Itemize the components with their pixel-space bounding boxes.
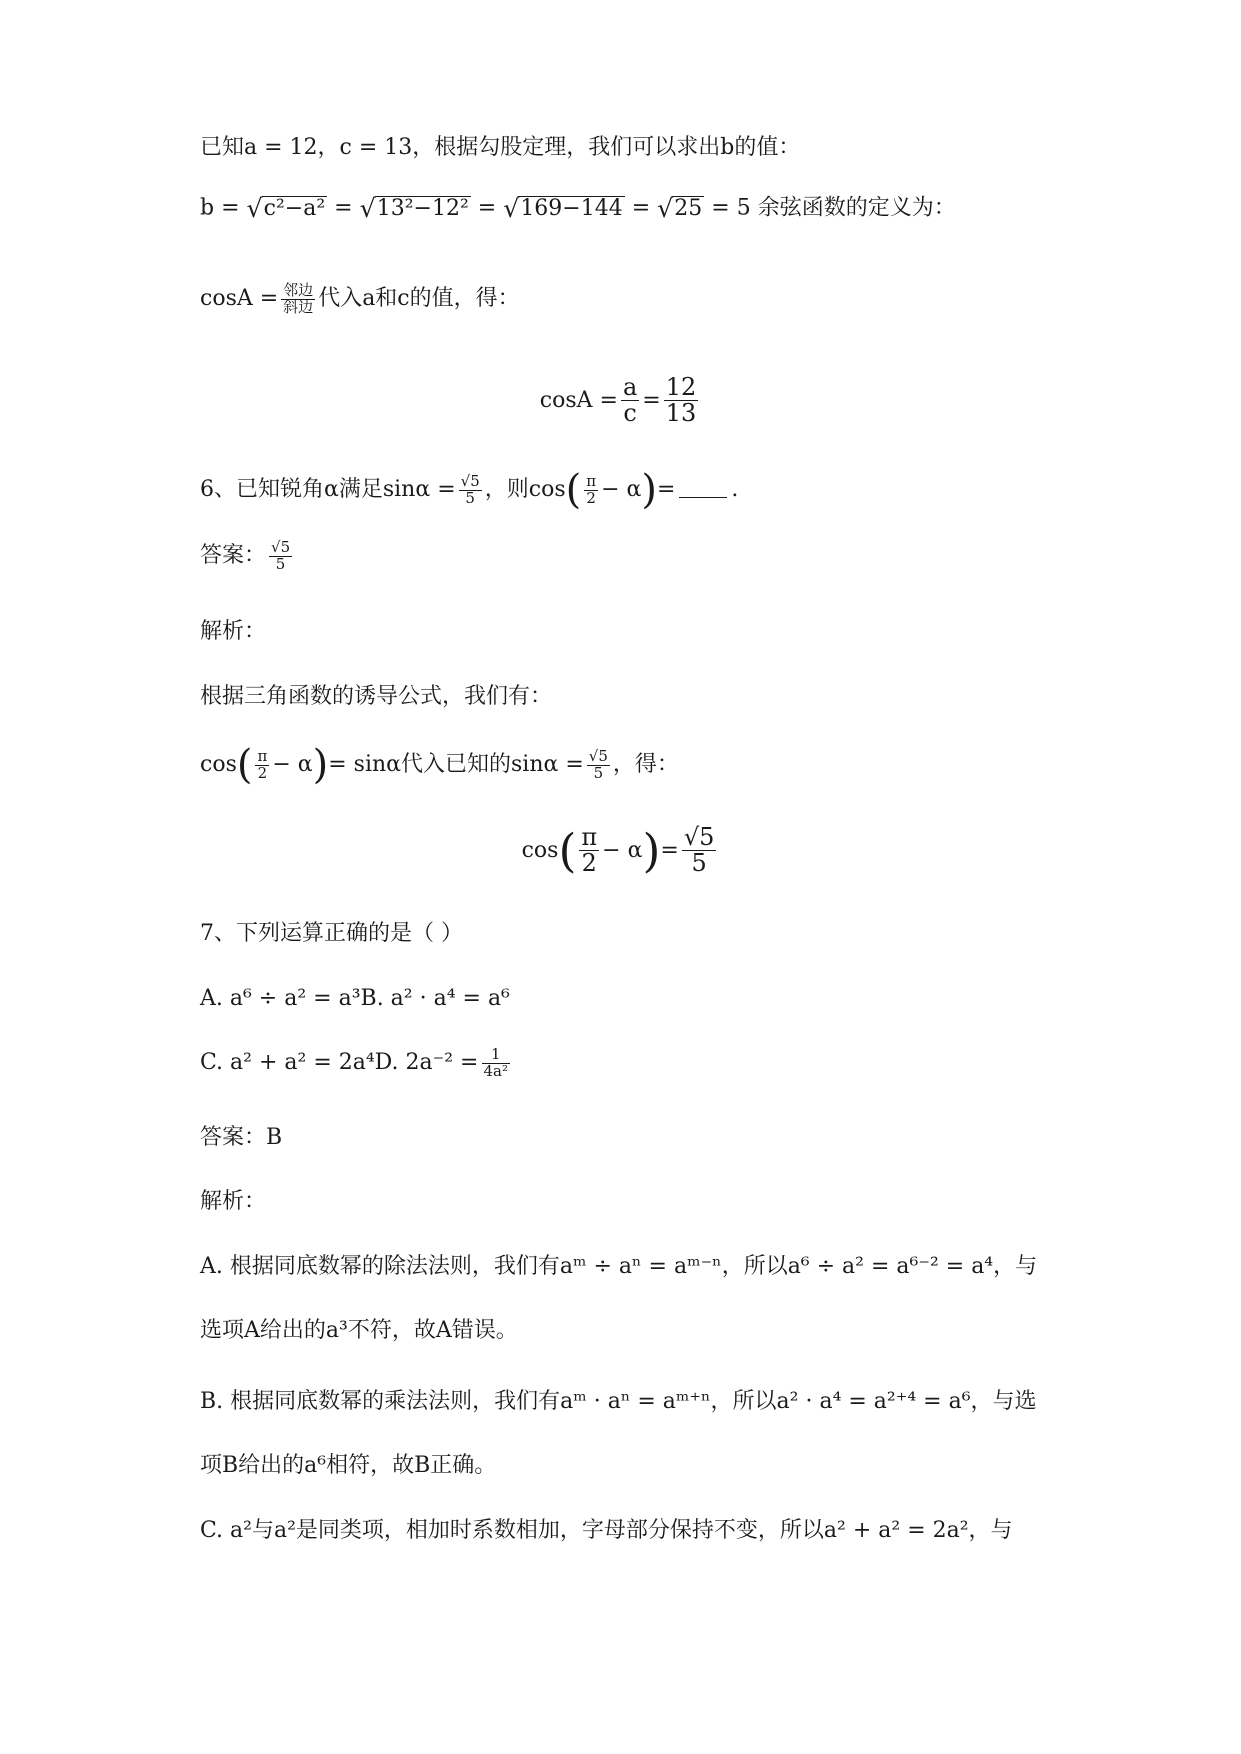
fraction-adjacent-hypotenuse: $\frac{\text{邻边}}{\text{斜边}}$ — [283, 281, 314, 316]
sqrt-13-12: √ 13²−12² — [359, 194, 469, 223]
cosine-definition-text: 余弦函数的定义为： — [750, 195, 956, 221]
answer-label: 答案： — [200, 543, 267, 569]
text: C. a² + a² = 2a⁴D. 2a⁻² = — [200, 1050, 479, 1076]
fraction-12-13: $\frac{12}{13}$ — [665, 373, 697, 428]
equation-b-value — [200, 196, 956, 221]
sqrt-25: √ 25 — [657, 194, 703, 223]
text: B. 根据同底数幂的乘法法则，我们有aᵐ · aⁿ = aᵐ⁺ⁿ，所以a² · a⁴ = a²⁺⁴ = a⁶，与选 — [200, 1389, 1037, 1414]
analysis-c-line-1 — [200, 1520, 1013, 1542]
b-lhs: b = — [200, 195, 247, 221]
sqrt-c2-a2: √ c²−a² — [246, 194, 326, 223]
answer-6 — [200, 540, 295, 573]
text: 答案：B — [200, 1125, 283, 1150]
text: 根据三角函数的诱导公式，我们有： — [200, 684, 553, 709]
equation-induction — [200, 742, 679, 788]
right-paren: ) — [312, 742, 329, 788]
result-5: = 5 — [704, 195, 751, 221]
tail-text: ，得： — [612, 752, 679, 777]
right-paren: ) — [642, 823, 661, 878]
fraction-pi-over-2: $\frac{\pi}{2}$ — [586, 471, 597, 507]
analysis-b-line-2 — [200, 1455, 496, 1477]
answer-7 — [200, 1127, 282, 1149]
fraction-1-over-4a2: $\frac{1}{\text{4a²}}$ — [483, 1045, 508, 1080]
equals: = — [327, 195, 360, 221]
cos-text: cos — [521, 838, 559, 864]
analysis-a-line-2 — [200, 1320, 518, 1342]
equation-q6-result — [0, 825, 1241, 876]
text: 7、下列运算正确的是（ ） — [200, 921, 463, 946]
analysis-b-line-1 — [200, 1391, 1037, 1413]
cos-text: cos — [200, 752, 237, 777]
text: 解析： — [200, 619, 267, 644]
equals: = — [470, 195, 504, 221]
text: 解析： — [200, 1189, 267, 1214]
equals: = — [624, 195, 658, 221]
equals-sin: = sinα — [328, 752, 402, 777]
substitute-text: 代入已知的sinα = — [401, 752, 584, 777]
answer-blank — [679, 497, 727, 498]
equals: = — [660, 838, 679, 864]
analysis-label-6 — [200, 621, 266, 643]
text: A. 根据同底数幂的除法法则，我们有aᵐ ÷ aⁿ = aᵐ⁻ⁿ，所以a⁶ ÷ a² = a⁶⁻² = a⁴，与 — [200, 1254, 1038, 1279]
text: C. a²与a²是同类项，相加时系数相加，字母部分保持不变，所以a² + a² = 2a²，与 — [200, 1518, 1013, 1543]
cos-lhs: cosA = — [539, 388, 618, 414]
options-c-d — [200, 1047, 513, 1080]
analysis-label-7 — [200, 1191, 266, 1213]
options-a-b — [200, 988, 510, 1010]
fraction-sqrt5-over-5: $\frac{√5}{5}$ — [588, 746, 608, 782]
sqrt-169-144: √ 169−144 — [503, 194, 623, 223]
minus-alpha: − α — [601, 477, 642, 502]
q6-mid: ，则cos — [484, 477, 566, 502]
right-paren: ) — [641, 467, 657, 513]
fraction-a-over-c: $\frac{a}{c}$ — [622, 373, 638, 428]
text: 项B给出的a⁶相符，故B正确。 — [200, 1453, 497, 1478]
left-paren: ( — [236, 742, 253, 788]
equals: = — [642, 388, 661, 414]
minus-alpha: − α — [272, 752, 313, 777]
left-paren: ( — [565, 467, 582, 513]
fraction-sqrt5-over-5: $\frac{√5}{5}$ — [460, 471, 480, 507]
question-7 — [200, 923, 463, 945]
paragraph-given-values — [200, 137, 800, 159]
fraction-pi-over-2: $\frac{\pi}{2}$ — [581, 823, 598, 878]
equation-cos-result — [0, 375, 1241, 426]
fraction-sqrt5-over-5: $\frac{√5}{5}$ — [271, 538, 291, 573]
question-6 — [200, 467, 739, 513]
left-paren: ( — [558, 823, 577, 878]
equation-cos-definition — [200, 283, 520, 316]
cos-lhs: cosA = — [200, 286, 279, 312]
period: . — [731, 477, 739, 502]
fraction-pi-over-2: $\frac{\pi}{2}$ — [257, 746, 268, 782]
substitute-text: 代入a和c的值，得： — [318, 286, 520, 312]
text: 选项A给出的a³不符，故A错误。 — [200, 1318, 518, 1343]
paragraph-induction-formula — [200, 686, 552, 708]
text: 已知a = 12，c = 13，根据勾股定理，我们可以求出b的值： — [200, 135, 801, 160]
equals: = — [656, 477, 676, 502]
text: A. a⁶ ÷ a² = a³B. a² · a⁴ = a⁶ — [200, 986, 510, 1011]
analysis-a-line-1 — [200, 1256, 1037, 1278]
fraction-sqrt5-over-5: $\frac{√5}{5}$ — [683, 823, 715, 878]
q6-pre: 6、已知锐角α满足sinα = — [200, 477, 456, 502]
minus-alpha: − α — [602, 838, 643, 864]
